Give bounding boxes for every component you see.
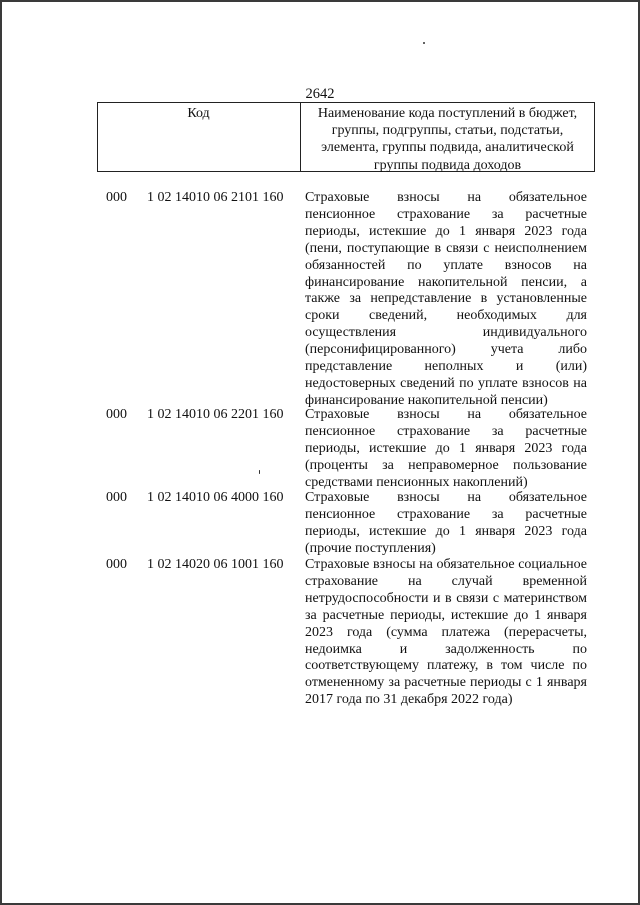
name-column-header: Наименование кода поступлений в бюджет, группы, подгруппы, статьи, подстатьи, элемента, группы подвида, аналитической группы подвида доходов [317, 106, 578, 173]
admin-code: 000 [106, 490, 127, 505]
revenue-code: 1 02 14010 06 4000 160 [147, 490, 284, 505]
table-header-divider [300, 103, 301, 171]
code-column-header: Код [187, 106, 210, 121]
scan-border-top [0, 0, 640, 2]
revenue-description: Страховые взносы на обязательное пенсионное страхование за расчетные периоды, истекшие до 1 января 2023 года (пени, поступающие в связи с неисполнением обязанностей по уплате взносов на финансирование накопительной пенсии, а также за непредставление в установленные сроки сведений, необходимых для осуществления индивидуального (персонифицированного) учета либо представление неполных и (или) недостоверных сведений по уплате взносов на финансирование накопительной пенсии) [305, 190, 587, 408]
revenue-description: Страховые взносы на обязательное пенсионное страхование за расчетные периоды, истекшие до 1 января 2023 года (прочие поступления) [305, 490, 587, 556]
revenue-code: 1 02 14010 06 2201 160 [147, 407, 284, 422]
revenue-code: 1 02 14020 06 1001 160 [147, 557, 284, 572]
admin-code: 000 [106, 190, 127, 205]
revenue-description: Страховые взносы на обязательное пенсионное страхование за расчетные периоды, истекшие до 1 января 2023 года (проценты за неправомерное пользование средствами пенсионных накоплений) [305, 407, 587, 490]
revenue-description: Страховые взносы на обязательное социальное страхование на случай временной нетрудоспособности и в связи с материнством за расчетные периоды, истекшие до 1 января 2023 года (сумма платежа (перерасчеты, недоимка и задолженность по соответствующему платежу, в том числе по отмененному за расчетные периоды с 1 января 2017 года по 31 декабря 2022 года) [305, 557, 587, 708]
revenue-code: 1 02 14010 06 2101 160 [147, 190, 284, 205]
scan-speck [423, 42, 425, 44]
scan-border-left [0, 0, 2, 905]
table-header-right-edge [594, 103, 595, 171]
page-number: 2642 [305, 86, 335, 102]
admin-code: 000 [106, 407, 127, 422]
table-header [97, 102, 595, 172]
admin-code: 000 [106, 557, 127, 572]
scan-speck [259, 470, 260, 474]
